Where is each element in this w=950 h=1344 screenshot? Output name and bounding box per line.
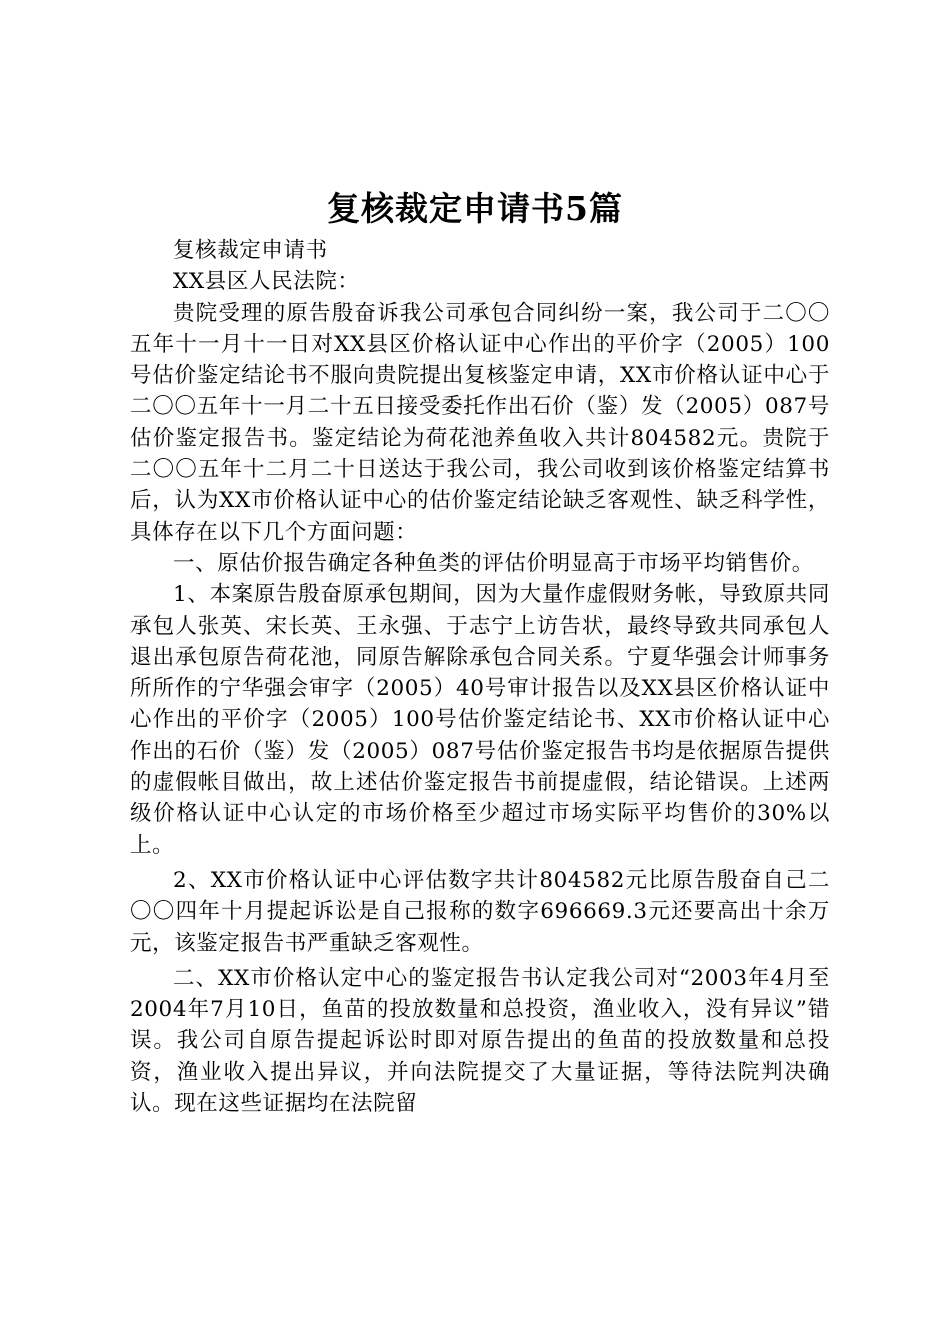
paragraph-background: 贵院受理的原告殷奋诉我公司承包合同纠纷一案，我公司于二〇〇五年十一月十一日对XX县区价格认证中心作出的平价字（2005）100号估价鉴定结论书不服向贵院提出复核鉴定申请，XX市价格认证中心于二〇〇五年十一月二十五日接受委托作出石价（鉴）发（2005）087号估价鉴定报告书。鉴定结论为荷花池养鱼收入共计804582元。贵院于二〇〇五年十二月二十日送达于我公司，我公司收到该价格鉴定结算书后，认为XX市价格认证中心的估价鉴定结论缺乏客观性、缺乏科学性，具体存在以下几个方面问题： — [130, 300, 830, 545]
document-title: 复核裁定申请书5篇 — [327, 189, 623, 228]
paragraph-point-one-sub-2: 2、XX市价格认证中心评估数字共计804582元比原告殷奋自己二〇〇四年十月提起诉讼是自己报称的数字696669.3元还要高出十余万元，该鉴定报告书严重缺乏客观性。 — [130, 867, 830, 956]
document-body — [130, 235, 830, 1119]
paragraph-point-two: 二、XX市价格认定中心的鉴定报告书认定我公司对“2003年4月至2004年7月10日，鱼苗的投放数量和总投资，渔业收入，没有异议”错误。我公司自原告提起诉讼时即对原告提出的鱼苗的投放数量和总投资，渔业收入提出异议，并向法院提交了大量证据，等待法院判决确认。现在这些证据均在法院留 — [130, 965, 830, 1117]
paragraph-addressee: XX县区人民法院： — [173, 269, 360, 295]
paragraph-heading: 复核裁定申请书 — [173, 238, 328, 263]
paragraph-point-one-sub-1: 1、本案原告殷奋原承包期间，因为大量作虚假财务帐，导致原共同承包人张英、宋长英、王永强、于志宁上访告状，最终导致共同承包人退出承包原告荷花池，同原告解除承包合同关系。宁夏华强会计师事务所所作的宁华强会审字（2005）40号审计报告以及XX县区价格认证中心作出的平价字（2005）100号估价鉴定结论书、XX市价格认证中心作出的石价（鉴）发（2005）087号估价鉴定报告书均是依据原告提供的虚假帐目做出，故上述估价鉴定报告书前提虚假，结论错误。上述两级价格认证中心认定的市场价格至少超过市场实际平均售价的30%以上。 — [130, 582, 830, 858]
paragraph-point-one: 一、原估价报告确定各种鱼类的评估价明显高于市场平均销售价。 — [173, 550, 814, 576]
